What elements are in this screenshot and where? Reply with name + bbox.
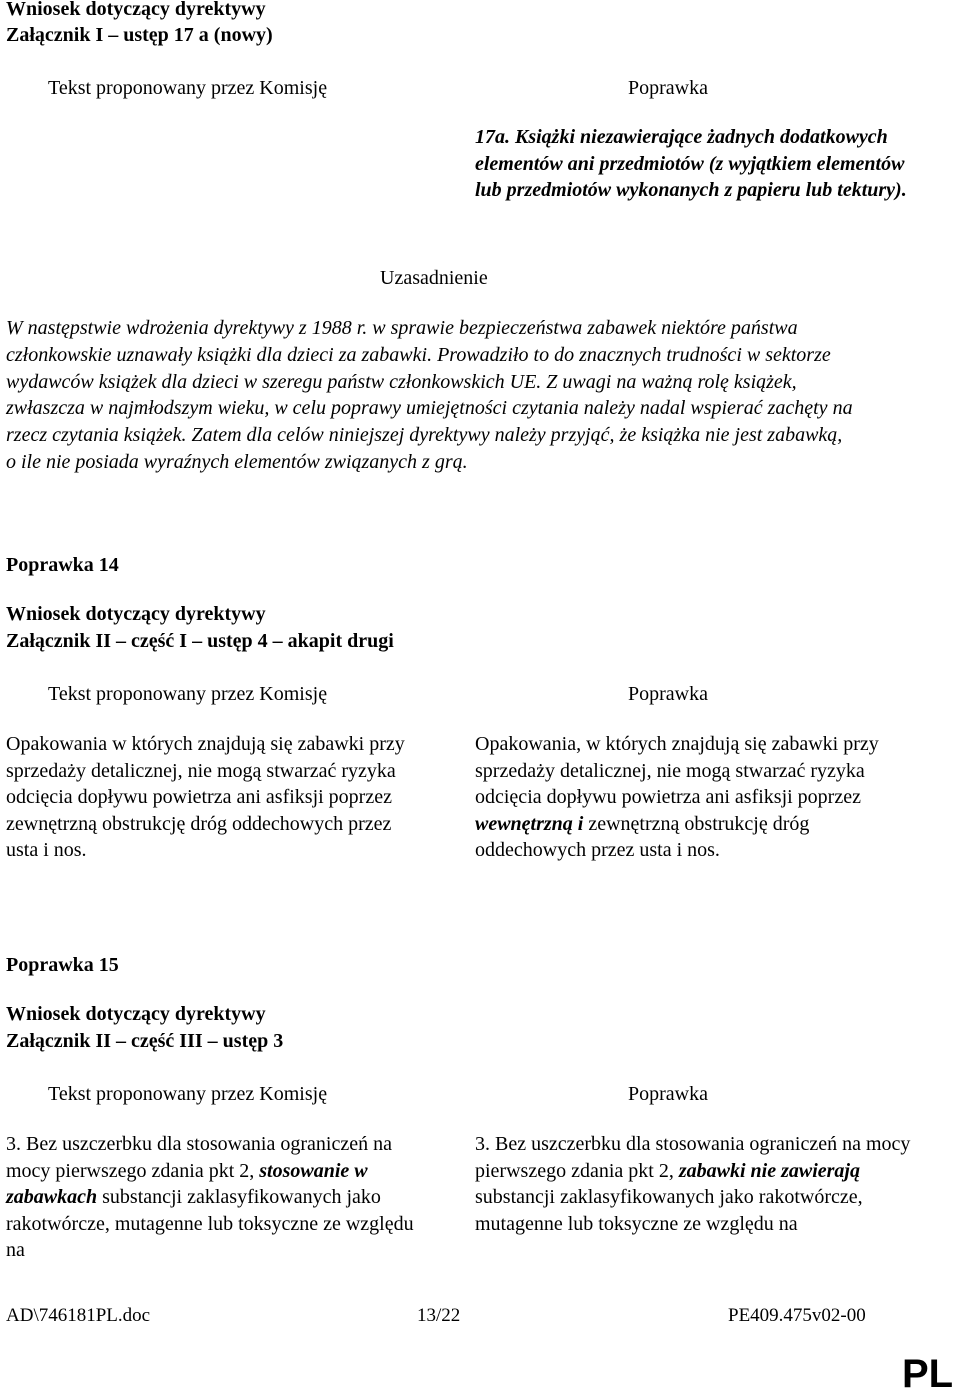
amendment-text: 17a. Książki niezawierające żadnych dodatkowych elementów ani przedmiotów (z wyjątkiem elementów lub przedmiotów wykonanych z papieru lub tektury).	[475, 126, 907, 201]
commission-text: Opakowania w których znajdują się zabawki przy sprzedaży detalicznej, nie mogą stwarzać ryzyka odcięcia dopływu powietrza ani asfiksji poprzez zewnętrzną obstrukcję dróg oddechowych przez usta i nos.	[6, 733, 405, 861]
commission-text-part: substancji zaklasyfikowanych jako rakotwórcze, mutagenne lub toksyczne ze względu na	[6, 1186, 414, 1261]
justification-text: W następstwie wdrożenia dyrektywy z 1988 r. w sprawie bezpieczeństwa zabawek niektóre państwa członkowskie uznawały książki dla dzieci za zabawki. Prowadziło to do znacznych trudności w sektorze wydawców książek dla dzieci w szeregu państw członkowskich UE. Z uwagi na ważną rolę książek, zwłaszcza w najmłodszym wieku, w celu poprawy umiejętności czytania należy nadal wspierać zachęty na rzecz czytania książek. Zatem dla celów niniejszej dyrektywy należy przyjąć, że książka nie jest zabawką, o ile nie posiada wyraźnych elementów związanych z grą.	[6, 317, 853, 473]
annex-reference: Załącznik II – część III – ustęp 3	[6, 1030, 284, 1052]
commission-text-heading: Tekst proponowany przez Komisję	[48, 77, 328, 99]
commission-text-heading: Tekst proponowany przez Komisję	[48, 1083, 328, 1105]
amendment-text-change: zabawki nie zawierają	[678, 1159, 860, 1182]
annex-reference: Załącznik II – część I – ustęp 4 – akapit drugi	[6, 630, 394, 652]
amendment-text-part: substancji zaklasyfikowanych jako rakotwórcze, mutagenne lub toksyczne ze względu na	[475, 1186, 863, 1235]
footer-page-number: 13/22	[417, 1305, 461, 1326]
amendment-text-part: 3. Bez uszczerbku dla stosowania ograniczeń na mocy pierwszego zdania pkt 2,	[475, 1133, 911, 1182]
justification-heading: Uzasadnienie	[380, 267, 488, 289]
footer-pe-ref: PE409.475v02-00	[728, 1305, 866, 1326]
amendment-heading: Poprawka	[628, 1083, 708, 1105]
annex-reference: Załącznik I – ustęp 17 a (nowy)	[6, 24, 273, 46]
proposal-header: Wniosek dotyczący dyrektywy	[6, 0, 266, 20]
proposal-header: Wniosek dotyczący dyrektywy	[6, 1003, 266, 1025]
language-code: PL	[902, 1352, 954, 1396]
footer-doc-ref: AD\746181PL.doc	[6, 1305, 151, 1326]
amendment-number: Poprawka 14	[6, 554, 119, 576]
amendment-text	[475, 731, 915, 864]
commission-text	[6, 1131, 426, 1264]
amendment-heading: Poprawka	[628, 683, 708, 705]
amendment-text-part: Opakowania, w których znajdują się zabawki przy sprzedaży detalicznej, nie mogą stwarzać ryzyka odcięcia dopływu powietrza ani asfiksji poprzez	[475, 733, 879, 808]
amendment-text-change: wewnętrzną i	[475, 812, 584, 835]
amendment-heading: Poprawka	[628, 77, 708, 99]
proposal-header: Wniosek dotyczący dyrektywy	[6, 603, 266, 625]
amendment-number: Poprawka 15	[6, 954, 119, 976]
amendment-text-part: zewnętrzną obstrukcję dróg oddechowych przez usta i nos.	[475, 812, 810, 861]
amendment-text	[475, 1131, 915, 1237]
commission-text-part: 3. Bez uszczerbku dla stosowania ograniczeń na mocy pierwszego zdania pkt 2,	[6, 1133, 392, 1182]
commission-text-heading: Tekst proponowany przez Komisję	[48, 683, 328, 705]
commission-text-change: stosowanie w zabawkach	[6, 1159, 368, 1208]
